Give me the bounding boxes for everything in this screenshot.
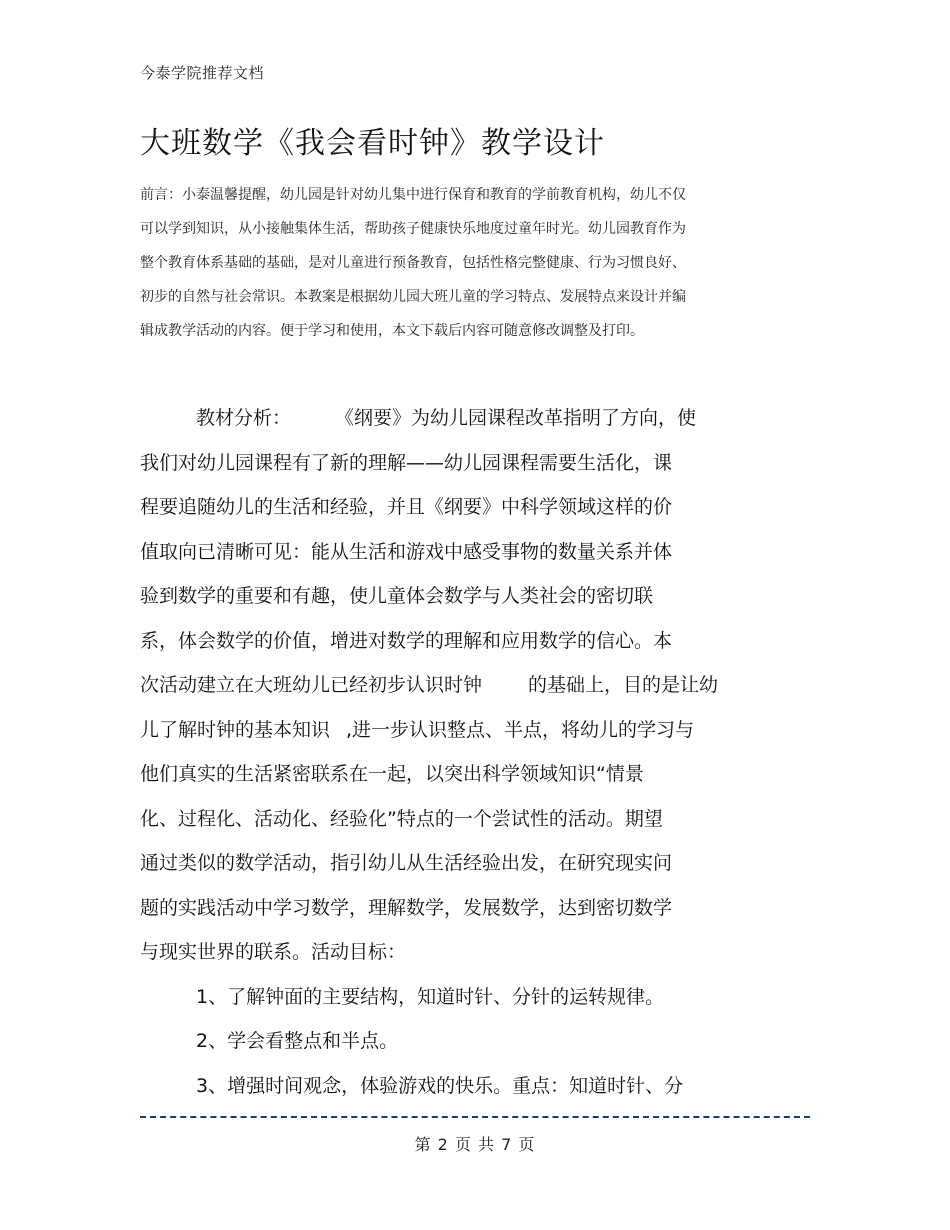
body-line — [140, 665, 820, 710]
preface-line: 前言：小泰温馨提醒，幼儿园是针对幼儿集中进行保育和教育的学前教育机构，幼儿不仅 — [140, 187, 686, 203]
body-line: 与现实世界的联系。活动目标： — [140, 941, 407, 963]
body-line: 题的实践活动中学习数学，理解数学，发展数学，达到密切数学 — [140, 896, 673, 919]
body-line — [140, 398, 820, 443]
objective-item: 2、学会看整点和半点。 — [196, 1030, 399, 1052]
body-text-span: 儿了解时钟的基本知识 — [140, 718, 331, 741]
body-text — [140, 398, 820, 1110]
page-number: 第 2 页 共 7 页 — [414, 1135, 536, 1154]
document-header: 今泰学院推荐文档 — [140, 64, 265, 82]
body-line: 验到数学的重要和有趣，使儿童体会数学与人类社会的密切联 — [140, 585, 654, 607]
body-text-span: 《纲要》为幼儿园课程改革指明了方向，使 — [335, 407, 697, 429]
body-text-span: 的基础上，目的是让幼 — [528, 674, 719, 696]
section-label: 教材分析： — [196, 407, 292, 429]
objective-item: 3、增强时间观念，体验游戏的快乐。重点：知道时针、分 — [196, 1074, 684, 1097]
body-text-span: ,进一步认识整点、半点，将幼儿的学习与 — [346, 718, 695, 741]
objective-item: 1、了解钟面的主要结构，知道时针、分针的运转规律。 — [196, 985, 665, 1008]
preface-line: 可以学到知识，从小接触集体生活，帮助孩子健康快乐地度过童年时光。幼儿园教育作为 — [140, 221, 686, 237]
body-line: 化、过程化、活动化、经验化”特点的一个尝试性的活动。期望 — [140, 807, 663, 830]
body-line: 程要追随幼儿的生活和经验，并且《纲要》中科学领域这样的价 — [140, 496, 673, 518]
footer-divider — [140, 1116, 810, 1118]
body-line: 通过类似的数学活动，指引幼儿从生活经验出发，在研究现实问 — [140, 852, 673, 874]
body-line: 值取向已清晰可见：能从生活和游戏中感受事物的数量关系并体 — [140, 540, 673, 563]
body-line — [140, 710, 820, 755]
preface-line: 辑成教学活动的内容。便于学习和使用，本文下载后内容可随意修改调整及打印。 — [140, 323, 644, 339]
body-line: 系，体会数学的价值，增进对数学的理解和应用数学的信心。本 — [140, 629, 673, 652]
body-line: 他们真实的生活紧密联系在一起，以突出科学领域知识“情景 — [140, 763, 644, 785]
document-title: 大班数学《我会看时钟》教学设计 — [140, 126, 605, 161]
body-text-span: 次活动建立在大班幼儿已经初步认识时钟 — [140, 674, 483, 696]
preface — [140, 178, 760, 348]
preface-line: 整个教育体系基础的基础，是对儿童进行预备教育，包括性格完整健康、行为习惯良好、 — [140, 255, 686, 271]
preface-line: 初步的自然与社会常识。本教案是根据幼儿园大班儿童的学习特点、发展特点来设计并编 — [140, 289, 686, 305]
body-line: 我们对幼儿园课程有了新的理解——幼儿园课程需要生活化，课 — [140, 451, 673, 474]
